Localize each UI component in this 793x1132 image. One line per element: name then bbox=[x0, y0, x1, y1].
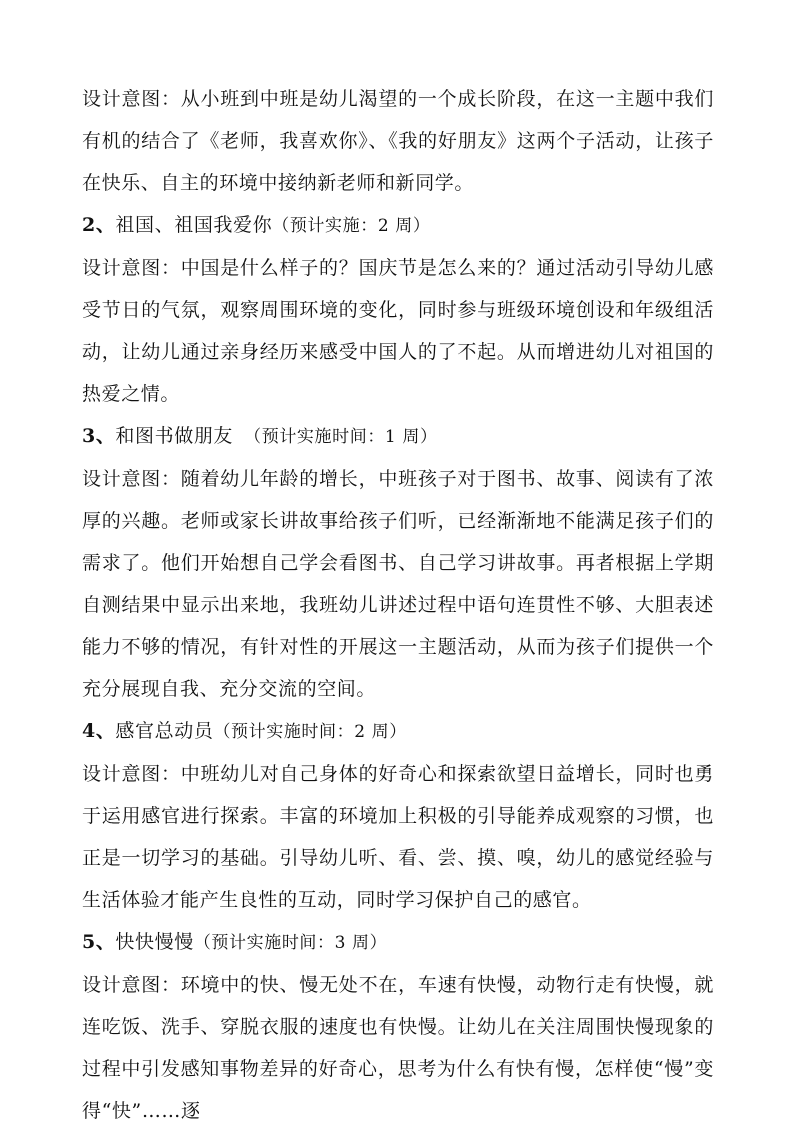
section-plan: （预计实施时间：2 周） bbox=[213, 722, 407, 742]
section-number: 2、 bbox=[82, 214, 116, 236]
design-intent-paragraph: 设计意图：环境中的快、慢无处不在，车速有快慢，动物行走有快慢，就连吃饭、洗手、穿脱衣服的速度也有快慢。让幼儿在关注周围快慢现象的过程中引发感知事物差异的好奇心，思考为什么有快有慢，怎样使“慢”变得“快”……逐 bbox=[82, 974, 714, 1122]
section-title: 感官总动员 bbox=[115, 720, 214, 742]
design-intent-paragraph: 设计意图：随着幼儿年龄的增长，中班孩子对于图书、故事、阅读有了浓厚的兴趣。老师或家长讲故事给孩子们听，已经渐渐地不能满足孩子们的需求了。他们开始想自己学会看图书、自己学习讲故事。再者根据上学期自测结果中显示出来地，我班幼儿讲述过程中语句连贯性不够、大胆表述能力不够的情况，有针对性的开展这一主题活动，从而为孩子们提供一个充分展现自我、充分交流的空间。 bbox=[82, 468, 714, 700]
section-heading-3 bbox=[82, 415, 714, 458]
design-intent-paragraph: 设计意图：中国是什么样子的？国庆节是怎么来的？通过活动引导幼儿感受节日的气氛，观察周围环境的变化，同时参与班级环境创设和年级组活动，让幼儿通过亲身经历来感受中国人的了不起。从而增进幼儿对祖国的热爱之情。 bbox=[82, 257, 714, 405]
section-heading-2 bbox=[82, 204, 714, 247]
document-page bbox=[82, 78, 714, 1132]
section-plan: （预计实施时间：3 周） bbox=[193, 933, 388, 953]
design-intent-paragraph: 设计意图：中班幼儿对自己身体的好奇心和探索欲望日益增长，同时也勇于运用感官进行探索。丰富的环境加上积极的引导能养成观察的习惯，也正是一切学习的基础。引导幼儿听、看、尝、摸、嗅，幼儿的感觉经验与生活体验才能产生良性的互动，同时学习保护自己的感官。 bbox=[82, 763, 714, 911]
section-heading-4 bbox=[82, 710, 714, 753]
section-title: 祖国、祖国我爱你 bbox=[115, 214, 273, 236]
section-number: 4、 bbox=[82, 720, 116, 742]
section-number: 5、 bbox=[82, 931, 116, 953]
section-number: 3、 bbox=[82, 425, 116, 447]
design-intent-paragraph: 设计意图：从小班到中班是幼儿渴望的一个成长阶段，在这一主题中我们有机的结合了《老师，我喜欢你》、《我的好朋友》这两个子活动，让孩子在快乐、自主的环境中接纳新老师和新同学。 bbox=[82, 88, 714, 194]
section-plan: （预计实施时间：1 周） bbox=[252, 427, 438, 447]
section-title: 快快慢慢 bbox=[115, 931, 194, 953]
section-heading-5 bbox=[82, 921, 714, 964]
section-title: 和图书做朋友 bbox=[115, 425, 253, 447]
section-plan: （预计实施：2 周） bbox=[272, 216, 431, 236]
